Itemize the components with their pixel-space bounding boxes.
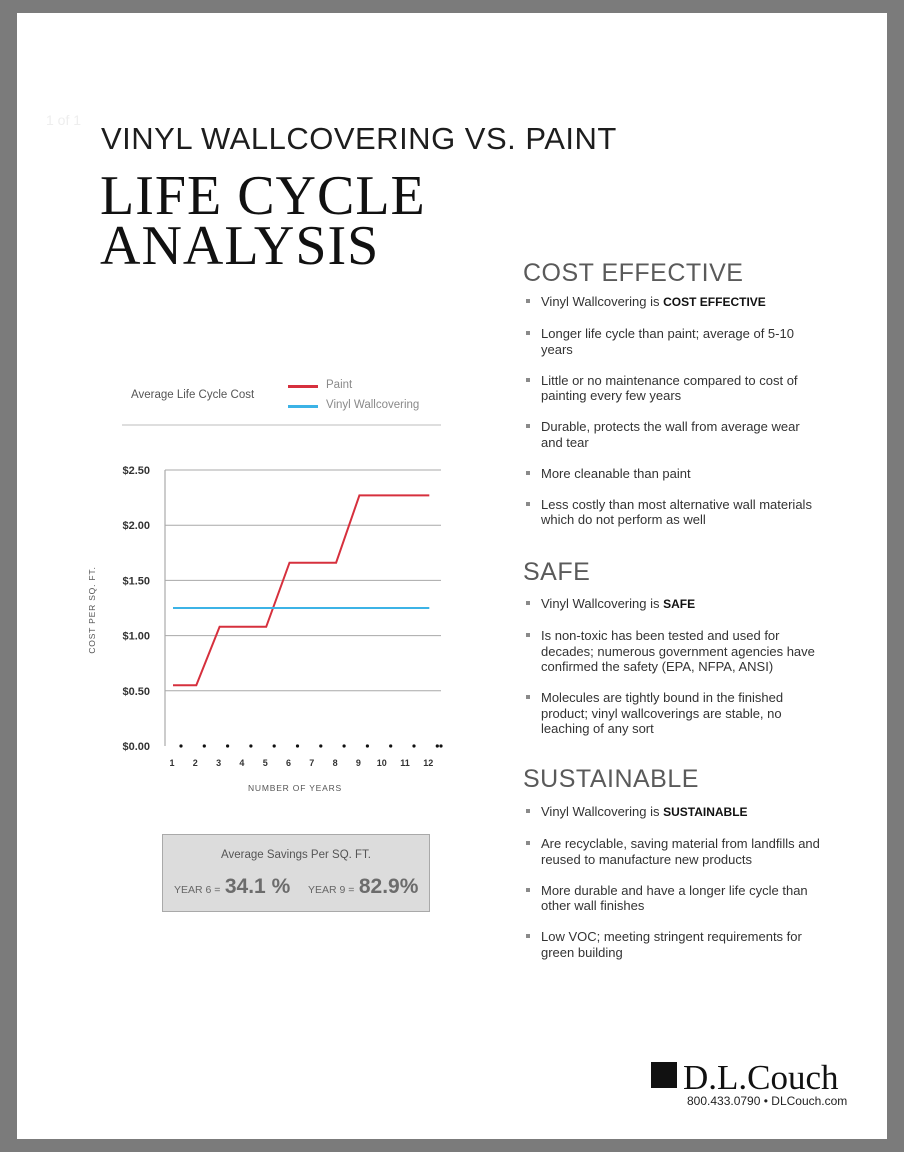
bullet-text: Are recyclable, saving material from landfills and reused to manufacture new products (541, 836, 820, 867)
bullet-text: Little or no maintenance compared to cost of painting every few years (541, 372, 798, 403)
bullet-item (523, 497, 823, 528)
bullet-item (523, 466, 823, 482)
contact-info: 800.433.0790 • DLCouch.com (687, 1094, 848, 1108)
x-axis-dot (273, 744, 276, 747)
year6-value: 34.1 % (224, 875, 291, 898)
x-axis-dot (366, 744, 369, 747)
y-axis-title: COST PER SQ. FT. (87, 566, 97, 654)
x-axis-dot (439, 744, 442, 747)
x-tick-label: 4 (239, 758, 245, 768)
year9-label: YEAR 9 = (308, 884, 355, 896)
x-axis-dot (226, 744, 229, 747)
x-tick-label: 1 (169, 758, 175, 768)
savings-year9 (308, 875, 418, 899)
logo-text: D.L.Couch (683, 1058, 839, 1097)
x-axis-title: NUMBER OF YEARS (247, 783, 343, 793)
section-title: COST EFFECTIVE (523, 259, 744, 287)
x-axis-dot (249, 744, 252, 747)
bullet-text: Vinyl Wallcovering is (541, 294, 664, 309)
bullet-text: Vinyl Wallcovering is (541, 804, 664, 819)
savings-year6 (174, 875, 290, 899)
x-axis-dot (203, 744, 206, 747)
y-tick-label: $1.00 (122, 630, 150, 643)
bullet-text: Less costly than most alternative wall materials which do not perform as well (541, 496, 812, 527)
bullet-item (523, 804, 823, 821)
bullet-bold-text: SAFE (663, 597, 696, 611)
chart-title: Average Life Cycle Cost (131, 389, 255, 401)
x-tick-label: 9 (355, 758, 361, 768)
logo-square-icon (651, 1062, 677, 1088)
series-line-paint (173, 495, 429, 685)
bullet-item (523, 883, 823, 914)
section-title: SUSTAINABLE (523, 765, 699, 793)
x-axis-dot (389, 744, 392, 747)
legend-label-paint: Paint (326, 379, 353, 391)
section-bullet-list (523, 804, 823, 976)
bullet-item (523, 373, 823, 404)
bullet-item (523, 419, 823, 450)
y-tick-label: $2.50 (122, 465, 150, 477)
dl-couch-logo (651, 1058, 839, 1098)
bullet-bold-text: SUSTAINABLE (663, 805, 748, 819)
x-axis-dot (319, 744, 322, 747)
page-indicator: 1 of 1 (46, 112, 82, 128)
bullet-text: More cleanable than paint (541, 465, 691, 481)
x-tick-label: 5 (262, 758, 268, 768)
title-line-1: LIFE CYCLE (100, 165, 426, 227)
x-tick-label: 12 (423, 758, 434, 768)
y-tick-label: $0.00 (122, 741, 150, 753)
document-subtitle: VINYL WALLCOVERING VS. PAINT (101, 121, 617, 156)
bullet-item (523, 929, 823, 960)
x-tick-label: 8 (332, 758, 338, 768)
x-axis-dot (296, 744, 299, 747)
bullet-item (523, 596, 823, 613)
bullet-item (523, 836, 823, 867)
year6-label: YEAR 6 = (174, 884, 221, 896)
bullet-item (523, 690, 823, 737)
bullet-item (523, 294, 823, 311)
x-axis-dot (412, 744, 415, 747)
legend-label-vinyl: Vinyl Wallcovering (326, 399, 420, 411)
title-line-2: ANALYSIS (100, 215, 380, 277)
x-tick-label: 2 (192, 758, 198, 768)
section-bullet-list (523, 294, 823, 543)
section-bullet-list (523, 596, 823, 752)
x-tick-label: 10 (376, 758, 387, 768)
bullet-text: More durable and have a longer life cycle than other wall finishes (541, 882, 808, 913)
bullet-text: Is non-toxic has been tested and used for decades; numerous government agencies have confirmed the safety (EPA, NFPA, ANSI) (541, 628, 815, 674)
x-tick-label: 11 (400, 758, 410, 768)
bullet-text: Longer life cycle than paint; average of 5-10 years (541, 326, 794, 357)
y-tick-label: $1.50 (122, 575, 150, 588)
year9-value: 82.9% (358, 875, 419, 898)
document-page (17, 13, 887, 1139)
bullet-text: Low VOC; meeting stringent requirements for green building (541, 929, 802, 960)
x-tick-label: 3 (216, 758, 222, 768)
bullet-text: Molecules are tightly bound in the finished product; vinyl wallcoverings are stable, no leaching of any sort (541, 690, 784, 736)
x-axis-dot (343, 744, 346, 747)
bullet-text: Durable, protects the wall from average wear and tear (541, 419, 800, 450)
y-tick-label: $2.00 (122, 520, 150, 533)
bullet-text: Vinyl Wallcovering is (541, 596, 664, 611)
y-tick-label: $0.50 (122, 685, 150, 698)
bullet-item (523, 326, 823, 357)
savings-title: Average Savings Per SQ. FT. (221, 849, 371, 861)
x-tick-label: 7 (309, 758, 315, 768)
x-axis-dot (436, 744, 439, 747)
section-title: SAFE (523, 558, 591, 586)
bullet-bold-text: COST EFFECTIVE (663, 295, 766, 309)
x-axis-dot (179, 744, 182, 747)
savings-box (162, 834, 430, 912)
bullet-item (523, 628, 823, 675)
x-tick-label: 6 (285, 758, 292, 768)
